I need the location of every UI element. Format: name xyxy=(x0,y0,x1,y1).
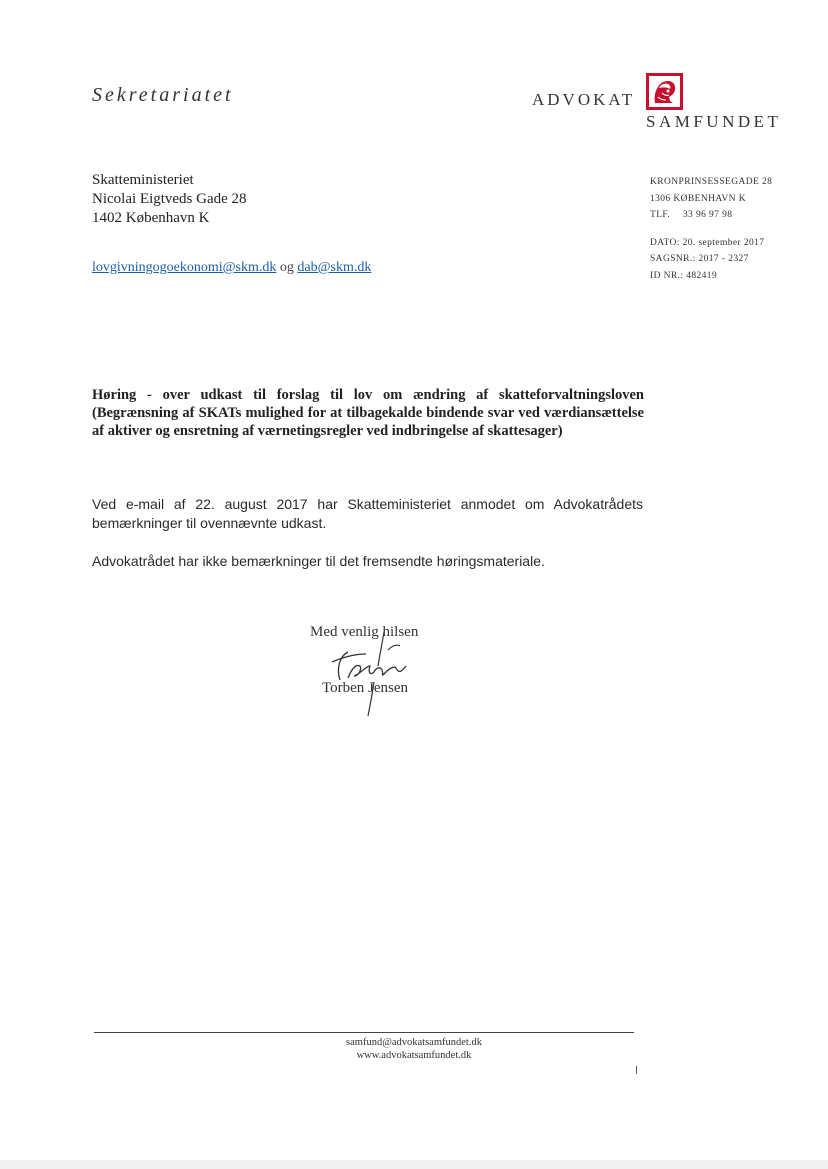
date-value: 20. september 2017 xyxy=(682,238,765,248)
email-link-dab[interactable]: dab@skm.dk xyxy=(297,260,372,275)
phone-label: TLF. xyxy=(650,210,671,220)
email-link-lovgivning[interactable]: lovgivningogoekonomi@skm.dk xyxy=(92,260,277,275)
logo-text-samfundet: SAMFUNDET xyxy=(646,112,782,131)
case-value: 2017 - 2327 xyxy=(698,254,749,264)
letter-date xyxy=(650,238,764,248)
date-label: DATO: xyxy=(650,238,680,248)
letter-subject: Høring - over udkast til forslag til lov om ændring af skatteforvaltningsloven (Begrænsning af SKATs mulighed for at tilbagekalde bindende svar ved værdiansættelse af aktiver og ensretning af værnetingsregler ved indbringelse af skattesager) xyxy=(92,387,644,439)
recipient-city: 1402 København K xyxy=(92,210,210,226)
email-connector: og xyxy=(279,260,294,275)
id-value: 482419 xyxy=(686,271,718,281)
footer-website: www.advokatsamfundet.dk xyxy=(356,1050,472,1061)
handwritten-signature-icon xyxy=(296,620,436,720)
signer-name: Torben Jensen xyxy=(322,680,409,696)
sender-phone xyxy=(650,210,732,220)
recipient-emails xyxy=(92,260,371,276)
classical-head-emblem-icon xyxy=(646,73,683,110)
department-name: Sekretariatet xyxy=(92,84,234,106)
case-number xyxy=(650,254,749,264)
id-label: ID NR.: xyxy=(650,271,684,281)
footer-email: samfund@advokatsamfundet.dk xyxy=(346,1037,482,1048)
phone-number: 33 96 97 98 xyxy=(682,210,733,220)
scan-edge xyxy=(0,1160,828,1169)
recipient-address xyxy=(92,171,247,228)
body-paragraph-1: Ved e-mail af 22. august 2017 har Skatteministeriet anmodet om Advokatrådets bemærkninger til ovennævnte udkast. xyxy=(92,496,643,531)
recipient-street: Nicolai Eigtveds Gade 28 xyxy=(92,191,247,207)
id-number xyxy=(650,271,717,281)
closing-greeting: Med venlig hilsen xyxy=(310,624,419,640)
body-paragraph-2: Advokatrådet har ikke bemærkninger til det fremsendte høringsmateriale. xyxy=(92,553,545,569)
sender-city: 1306 KØBENHAVN K xyxy=(650,194,746,204)
sender-street: KRONPRINSESSEGADE 28 xyxy=(650,177,773,187)
case-label: SAGSNR.: xyxy=(650,254,696,264)
page-mark xyxy=(636,1066,637,1074)
logo-text-advokat: ADVOKAT xyxy=(532,90,636,109)
recipient-name: Skatteministeriet xyxy=(92,172,194,188)
footer-divider xyxy=(94,1032,634,1033)
